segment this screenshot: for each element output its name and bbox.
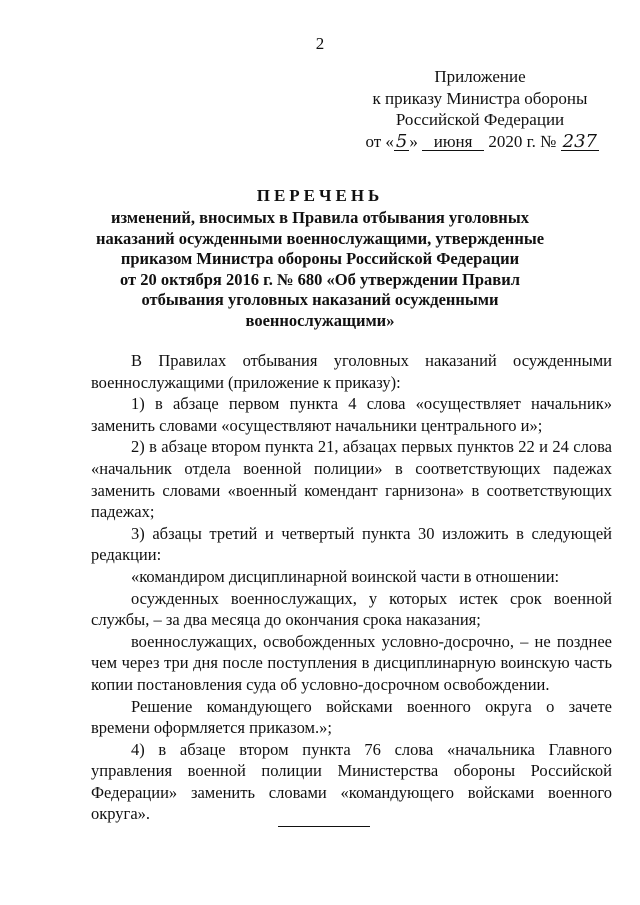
subtitle-line: изменений, вносимых в Правила отбывания уголовных [111,208,529,227]
body-paragraph: осужденных военнослужащих, у которых истек срок военной службы, – за два месяца до окончания срока наказания; [91,588,612,630]
subtitle-line: отбывания уголовных наказаний осужденными [141,290,499,309]
handwritten-order-number: 237 [562,130,597,152]
date-prefix: от « [365,131,394,151]
handwritten-day: 5 [395,130,408,152]
body-paragraph: В Правилах отбывания уголовных наказаний осужденными военнослужащими (приложение к приказу): [91,351,612,392]
body-paragraph: 2) в абзаце втором пункта 21, абзацах первых пунктов 22 и 24 слова «начальник отдела военной полиции» в соответствующих падежах заменить словами «военный комендант гарнизона» в соответствующих падежах; [91,437,612,522]
appendix-label: Приложение [434,67,526,86]
end-divider [278,826,370,827]
document-body [91,350,612,825]
date-mid: » [409,131,418,151]
subtitle-line: от 20 октября 2016 г. № 680 «Об утверждении Правил [120,269,520,289]
document-title: ПЕРЕЧЕНЬ [256,186,384,205]
appendix-country: Российской Федерации [395,110,565,129]
page-number: 2 [315,34,325,53]
body-paragraph: 4) в абзаце втором пункта 76 слова «начальника Главного управления военной полиции Министерства обороны Российской Федерации» заменить словами «командующего войсками военного округа». [91,739,612,824]
subtitle-line: наказаний осужденными военнослужащими, утвержденные [95,228,545,248]
subtitle-line: военнослужащими» [245,310,395,330]
body-paragraph: «командиром дисциплинарной воинской части в отношении: [131,566,560,586]
date-month: июня [422,134,484,151]
subtitle-line: приказом Министра обороны Российской Федерации [120,249,520,268]
body-paragraph: 1) в абзаце первом пункта 4 слова «осуществляет начальник» заменить словами «осуществляют начальники центрального и»; [91,394,612,435]
appendix-header [355,66,605,152]
body-paragraph: военнослужащих, освобожденных условно-досрочно, – не позднее чем через три дня после поступления в дисциплинарную воинскую часть копии постановления суда об условно-досрочном освобождении. [91,631,612,694]
date-year-text: 2020 г. № [488,131,557,151]
document-subtitle [95,208,545,331]
appendix-order-ref: к приказу Министра обороны [372,88,588,108]
appendix-order-date [355,131,605,153]
body-paragraph: Решение командующего войсками военного округа о зачете времени оформляется приказом.»; [91,696,612,738]
body-paragraph: 3) абзацы третий и четвертый пункта 30 изложить в следующей редакции: [91,523,612,565]
